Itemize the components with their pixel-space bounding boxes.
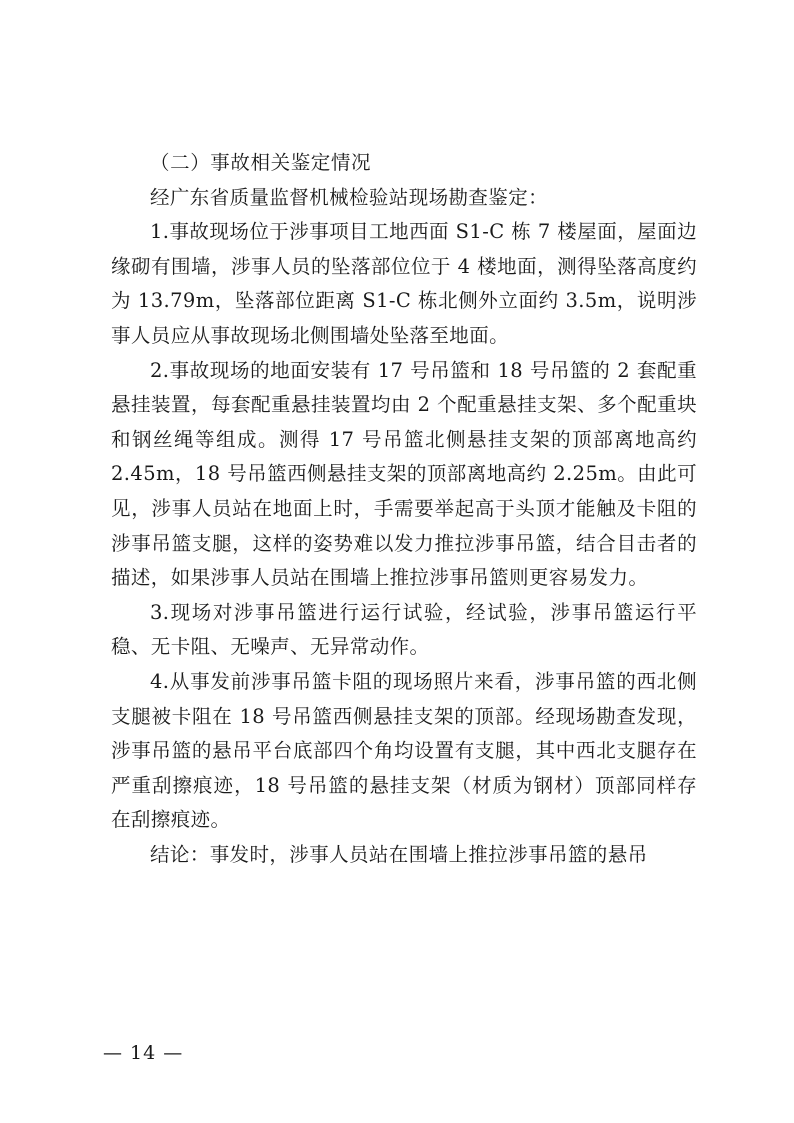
paragraph-item-1: 1.事故现场位于涉事项目工地西面 S1-C 栋 7 楼屋面，屋面边缘砌有围墙，涉事人员的坠落部位位于 4 楼地面，测得坠落高度约为 13.79m，坠落部位距离 S1-C 栋北侧外立面约 3.5m，说明涉事人员应从事故现场北侧围墙处坠落至地面。: [111, 220, 697, 347]
document-body: [111, 146, 697, 872]
paragraph-item-2: 2.事故现场的地面安装有 17 号吊篮和 18 号吊篮的 2 套配重悬挂装置，每套配重悬挂装置均由 2 个配重悬挂支架、多个配重块和钢丝绳等组成。测得 17 号吊篮北侧悬挂支架的顶部离地高约 2.45m，18 号吊篮西侧悬挂支架的顶部离地高约 2.25m。由此可见，涉事人员站在地面上时，手需要举起高于头顶才能触及卡阻的涉事吊篮支腿，这样的姿势难以发力推拉涉事吊篮，结合目击者的描述，如果涉事人员站在围墙上推拉涉事吊篮则更容易发力。: [111, 358, 697, 590]
paragraph-item-3: 3.现场对涉事吊篮进行运行试验，经试验，涉事吊篮运行平稳、无卡阻、无噪声、无异常动作。: [111, 600, 697, 659]
paragraph-conclusion: 结论：事发时，涉事人员站在围墙上推拉涉事吊篮的悬吊: [150, 842, 648, 866]
paragraph-item-4: 4.从事发前涉事吊篮卡阻的现场照片来看，涉事吊篮的西北侧支腿被卡阻在 18 号吊篮西侧悬挂支架的顶部。经现场勘查发现，涉事吊篮的悬吊平台底部四个角均设置有支腿，其中西北支腿存在严重刮擦痕迹，18 号吊篮的悬挂支架（材质为钢材）顶部同样存在刮擦痕迹。: [111, 669, 697, 832]
paragraph-intro: 经广东省质量监督机械检验站现场勘查鉴定：: [150, 185, 549, 209]
section-heading: （二）事故相关鉴定情况: [150, 151, 372, 174]
page-number: — 14 —: [103, 1042, 184, 1064]
